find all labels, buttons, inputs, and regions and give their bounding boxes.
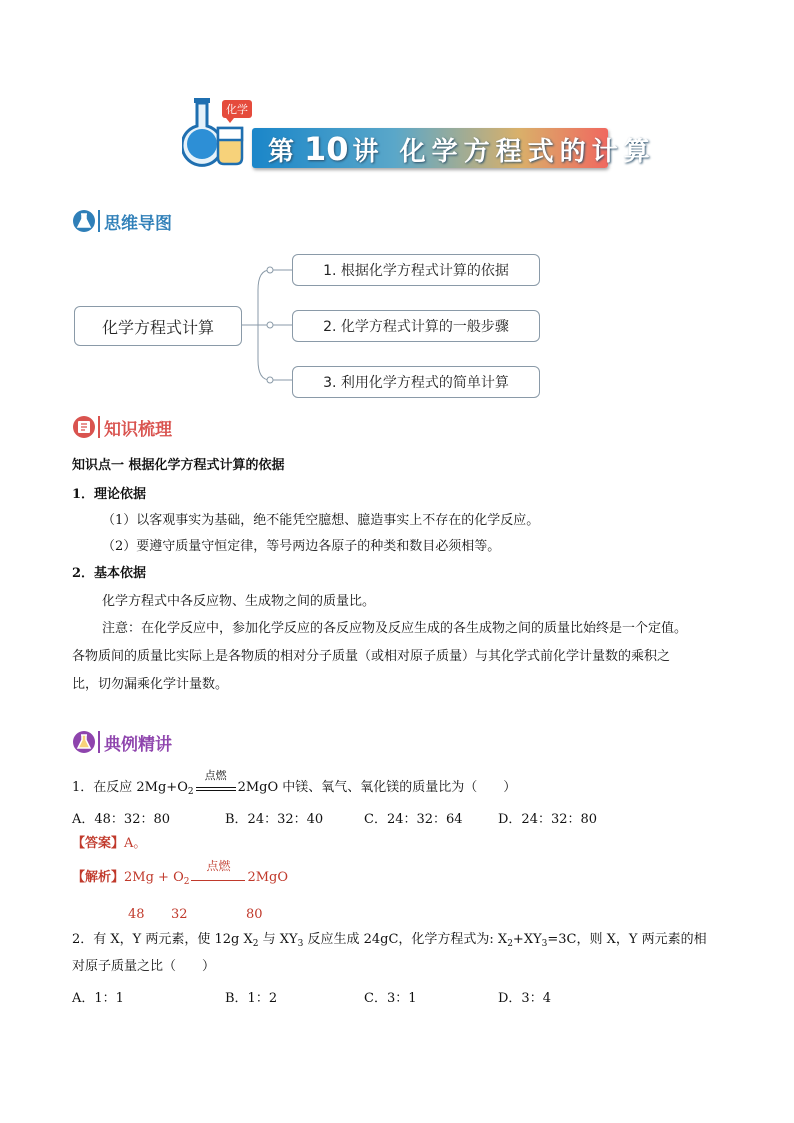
knowledge-para-1: （1）以客观事实为基础，绝不能凭空臆想、臆造事实上不存在的化学反应。 (102, 513, 540, 528)
q1-option-a: A．48：32：80 (72, 812, 171, 827)
q2-text-b: 与 XY (258, 932, 298, 947)
mindmap-branch-2: 2. 化学方程式计算的一般步骤 (292, 310, 540, 342)
badge-text: 化学 (226, 103, 248, 116)
mass-mgo: 80 (246, 907, 263, 922)
section-knowledge (72, 414, 172, 440)
book-section-icon (72, 415, 96, 439)
q1-answer (72, 835, 146, 853)
knowledge-heading-2: 2．基本依据 (72, 566, 147, 581)
question-1 (72, 769, 517, 801)
section-knowledge-label: 知识梳理 (104, 419, 172, 440)
section-examples-label: 典例精讲 (104, 734, 172, 755)
flask-section-icon (72, 209, 96, 233)
q2-sub-4: 3 (541, 939, 548, 949)
mindmap-connectors (240, 260, 300, 395)
q1-suffix: 2MgO 中镁、氧气、氧化镁的质量比为（ ） (237, 780, 517, 795)
q2-sub-3: 2 (507, 939, 513, 949)
knowledge-para-6: 比，切勿漏乘化学计量数。 (72, 677, 229, 692)
analysis-eq-sub: 2 (183, 877, 190, 887)
section-mindmap-label: 思维导图 (104, 213, 172, 234)
q1-option-c: C．24：32：64 (364, 812, 463, 827)
q1-prefix: 1．在反应 2Mg+O (72, 780, 188, 795)
q2-text-d: +XY (512, 932, 542, 947)
q2-option-a: A．1：1 (72, 991, 124, 1006)
analysis-label: 【解析】 (72, 870, 125, 885)
analysis-condition: 点燃 (206, 859, 231, 873)
knowledge-para-3: 化学方程式中各反应物、生成物之间的质量比。 (102, 594, 376, 609)
q1-option-d: D．24：32：80 (498, 812, 598, 827)
q1-condition: 点燃 (204, 769, 227, 782)
knowledge-point-title: 知识点一 根据化学方程式计算的依据 (72, 458, 285, 473)
title-suffix: 讲 化学方程式的计算 (352, 137, 656, 167)
analysis-eq-left: 2Mg + O (124, 870, 184, 885)
q2-option-c: C．3：1 (364, 991, 417, 1006)
analysis-eq-right: 2MgO (247, 870, 289, 885)
q2-text-c: 反应生成 24gC，化学方程式为: X (303, 932, 508, 947)
section-examples (72, 729, 172, 755)
knowledge-para-5: 各物质间的质量比实际上是各物质的相对分子质量（或相对原子质量）与其化学式前化学计量数的乘积之 (72, 649, 671, 664)
mass-o2: 32 (171, 907, 188, 922)
q2-line-2: 对原子质量之比（ ） (72, 959, 216, 974)
mindmap-root: 化学方程式计算 (74, 306, 242, 346)
q1-sub: 2 (187, 787, 194, 797)
section-mindmap (72, 208, 172, 234)
page-title (268, 128, 656, 168)
q1-analysis (72, 859, 289, 891)
title-number: 10 (304, 130, 349, 168)
q2-option-b: B．1：2 (225, 991, 278, 1006)
beaker-section-icon (72, 730, 96, 754)
knowledge-para-4: 注意：在化学反应中，参加化学反应的各反应物及反应生成的各生成物之间的质量比始终是一个定值。 (102, 621, 688, 636)
q2-text-a: 2．有 X，Y 两元素，使 12g X (72, 932, 253, 947)
answer-label: 【答案】 (72, 836, 125, 851)
knowledge-heading-1: 1．理论依据 (72, 487, 147, 502)
mass-mg: 48 (128, 907, 145, 922)
mindmap-branch-1: 1. 根据化学方程式计算的依据 (292, 254, 540, 286)
flask-logo-icon (182, 96, 256, 168)
knowledge-para-2: （2）要遵守质量守恒定律，等号两边各原子的种类和数目必须相等。 (102, 539, 501, 554)
mindmap-branch-3: 3. 利用化学方程式的简单计算 (292, 366, 540, 398)
answer-value: A。 (124, 836, 147, 851)
q1-option-b: B．24：32：40 (225, 812, 324, 827)
q2-sub-2: 3 (297, 939, 304, 949)
title-prefix: 第 (268, 137, 301, 167)
q2-text-e: =3C，则 X，Y 两元素的相 (547, 932, 707, 947)
q2-option-d: D．3：4 (498, 991, 551, 1006)
question-2 (72, 931, 707, 953)
q2-sub-1: 2 (252, 939, 259, 949)
